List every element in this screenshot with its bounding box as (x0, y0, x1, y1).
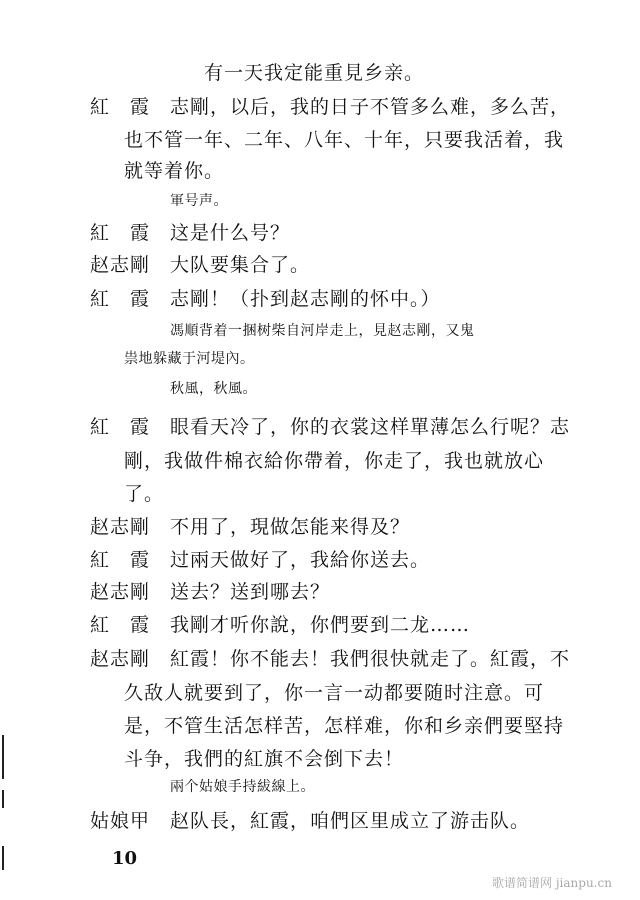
dialogue-text: 赵队長，紅霞，咱們区里成立了游击队。 (170, 810, 531, 832)
dialogue-text: 过兩天做好了，我給你送去。 (170, 549, 431, 571)
scan-edge-mark (2, 846, 4, 870)
dialogue-line (90, 545, 430, 572)
speaker-name: 赵志剛 (90, 581, 151, 603)
dialogue-line (90, 284, 441, 311)
dialogue-line (90, 412, 570, 439)
speaker-name: 紅 霞 (90, 222, 151, 244)
watermark: 歌谱简谱网 jianpu.cn (492, 876, 612, 890)
speaker-name: 赵志剛 (90, 254, 151, 276)
dialogue-continuation: 有一天我定能重見乡亲。 (204, 62, 425, 84)
dialogue-continuation: 斗争，我們的紅旗不会倒下去！ (124, 748, 405, 770)
dialogue-line (90, 577, 330, 604)
dialogue-text: 志剛！（扑到赵志剛的怀中。） (170, 288, 441, 310)
dialogue-text: 送去？送到哪去？ (170, 581, 331, 603)
dialogue-continuation: 就等着你。 (124, 160, 225, 182)
dialogue-line (90, 610, 470, 637)
dialogue-continuation: 剛，我做件棉衣給你帶着，你走了，我也就放心 (124, 450, 545, 472)
speaker-name: 紅 霞 (90, 549, 151, 571)
dialogue-line (90, 644, 570, 671)
stage-direction: 兩个姑娘手持紱線上。 (170, 779, 315, 795)
dialogue-line (90, 806, 530, 833)
dialogue-continuation: 久敌人就要到了，你一言一动都要随时注意。可 (124, 682, 545, 704)
speaker-name: 紅 霞 (90, 614, 151, 636)
page-number: 10 (112, 848, 138, 869)
dialogue-continuation: 了。 (124, 483, 165, 505)
dialogue-line (90, 92, 570, 119)
stage-direction: 秋風，秋風。 (170, 381, 257, 397)
dialogue-text: 我剛才听你說，你們要到二龙…… (170, 614, 471, 636)
stage-direction: 軍号声。 (170, 193, 228, 209)
speaker-name: 赵志剛 (90, 648, 151, 670)
speaker-name: 赵志剛 (90, 516, 151, 538)
dialogue-continuation: 也不管一年、二年、八年、十年，只要我活着，我 (124, 129, 565, 151)
speaker-name: 紅 霞 (90, 288, 151, 310)
speaker-name: 姑娘甲 (90, 810, 151, 832)
dialogue-text: 大队要集合了。 (170, 254, 311, 276)
scan-edge-mark (2, 790, 4, 808)
dialogue-line (90, 512, 410, 539)
stage-direction: 祟地躲藏于河堤內。 (124, 351, 255, 367)
dialogue-continuation: 是，不管生活怎样苦，怎样难，你和乡亲們要堅持 (124, 715, 565, 737)
speaker-name: 紅 霞 (90, 416, 151, 438)
scan-edge-mark (2, 735, 4, 779)
stage-direction: 馮順背着一捆树柴自河岸走上，見赵志剛，又鬼 (170, 323, 475, 339)
speaker-name: 紅 霞 (90, 96, 151, 118)
dialogue-text: 这是什么号？ (170, 222, 291, 244)
dialogue-line (90, 218, 290, 245)
dialogue-line (90, 250, 310, 277)
dialogue-text: 志剛，以后，我的日子不管多么难，多么苦， (170, 96, 571, 118)
dialogue-text: 紅霞！你不能去！我們很快就走了。紅霞，不 (170, 648, 571, 670)
dialogue-text: 不用了，現做怎能来得及？ (170, 516, 411, 538)
dialogue-text: 眼看天冷了，你的衣裳这样單薄怎么行呢？志 (170, 416, 571, 438)
